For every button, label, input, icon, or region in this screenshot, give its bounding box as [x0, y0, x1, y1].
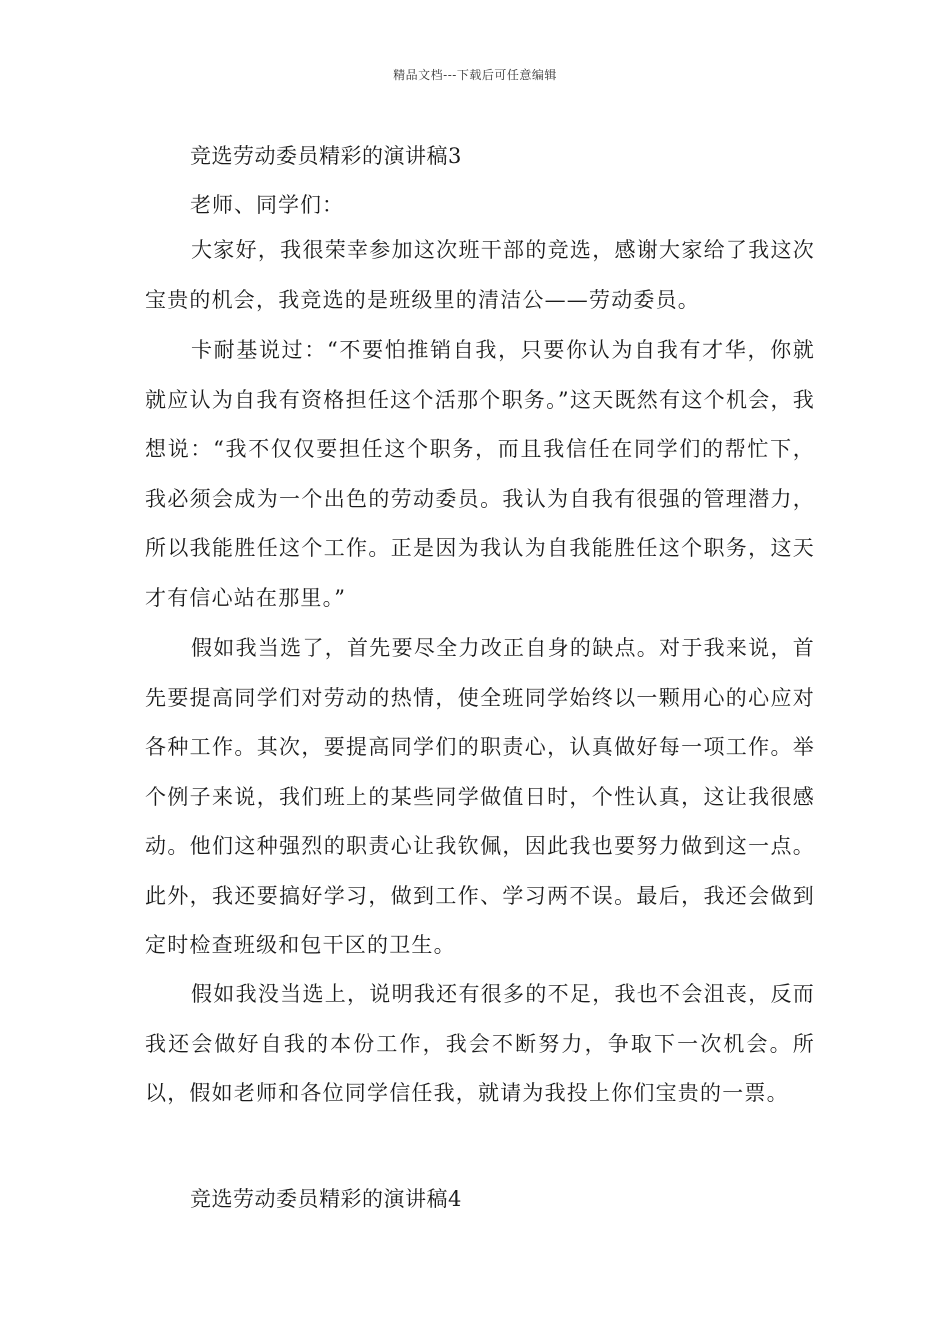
- paragraph-greeting: 大家好，我很荣幸参加这次班干部的竞选，感谢大家给了我这次宝贵的机会，我竞选的是班级里的清洁公——劳动委员。: [145, 238, 815, 312]
- salutation: 老师、同学们：: [190, 193, 344, 217]
- paragraph-if-elected: 假如我当选了，首先要尽全力改正自身的缺点。对于我来说，首先要提高同学们对劳动的热情，使全班同学始终以一颗用心的心应对各种工作。其次，要提高同学们的职责心，认真做好每一项工作。举个例子来说，我们班上的某些同学做值日时，个性认真，这让我很感动。他们这种强烈的职责心让我钦佩，因此我也要努力做到这一点。此外，我还要搞好学习，做到工作、学习两不误。最后，我还会做到定时检查班级和包干区的卫生。: [145, 636, 815, 957]
- paragraph-quote: 卡耐基说过：“不要怕推销自我，只要你认为自我有才华，你就就应认为自我有资格担任这个活那个职务。”这天既然有这个机会，我想说：“我不仅仅要担任这个职务，而且我信任在同学们的帮忙下，我必须会成为一个出色的劳动委员。我认为自我有很强的管理潜力，所以我能胜任这个工作。正是因为我认为自我能胜任这个职务，这天才有信心站在那里。”: [145, 338, 815, 610]
- speech-title-4: 竞选劳动委员精彩的演讲稿4: [190, 1187, 462, 1211]
- page-header: 精品文档---下载后可任意编辑: [393, 68, 557, 82]
- speech-title-3: 竞选劳动委员精彩的演讲稿3: [190, 144, 462, 168]
- paragraph-if-not-elected: 假如我没当选上，说明我还有很多的不足，我也不会沮丧，反而我还会做好自我的本份工作，我会不断努力，争取下一次机会。所以，假如老师和各位同学信任我，就请为我投上你们宝贵的一票。: [145, 982, 815, 1105]
